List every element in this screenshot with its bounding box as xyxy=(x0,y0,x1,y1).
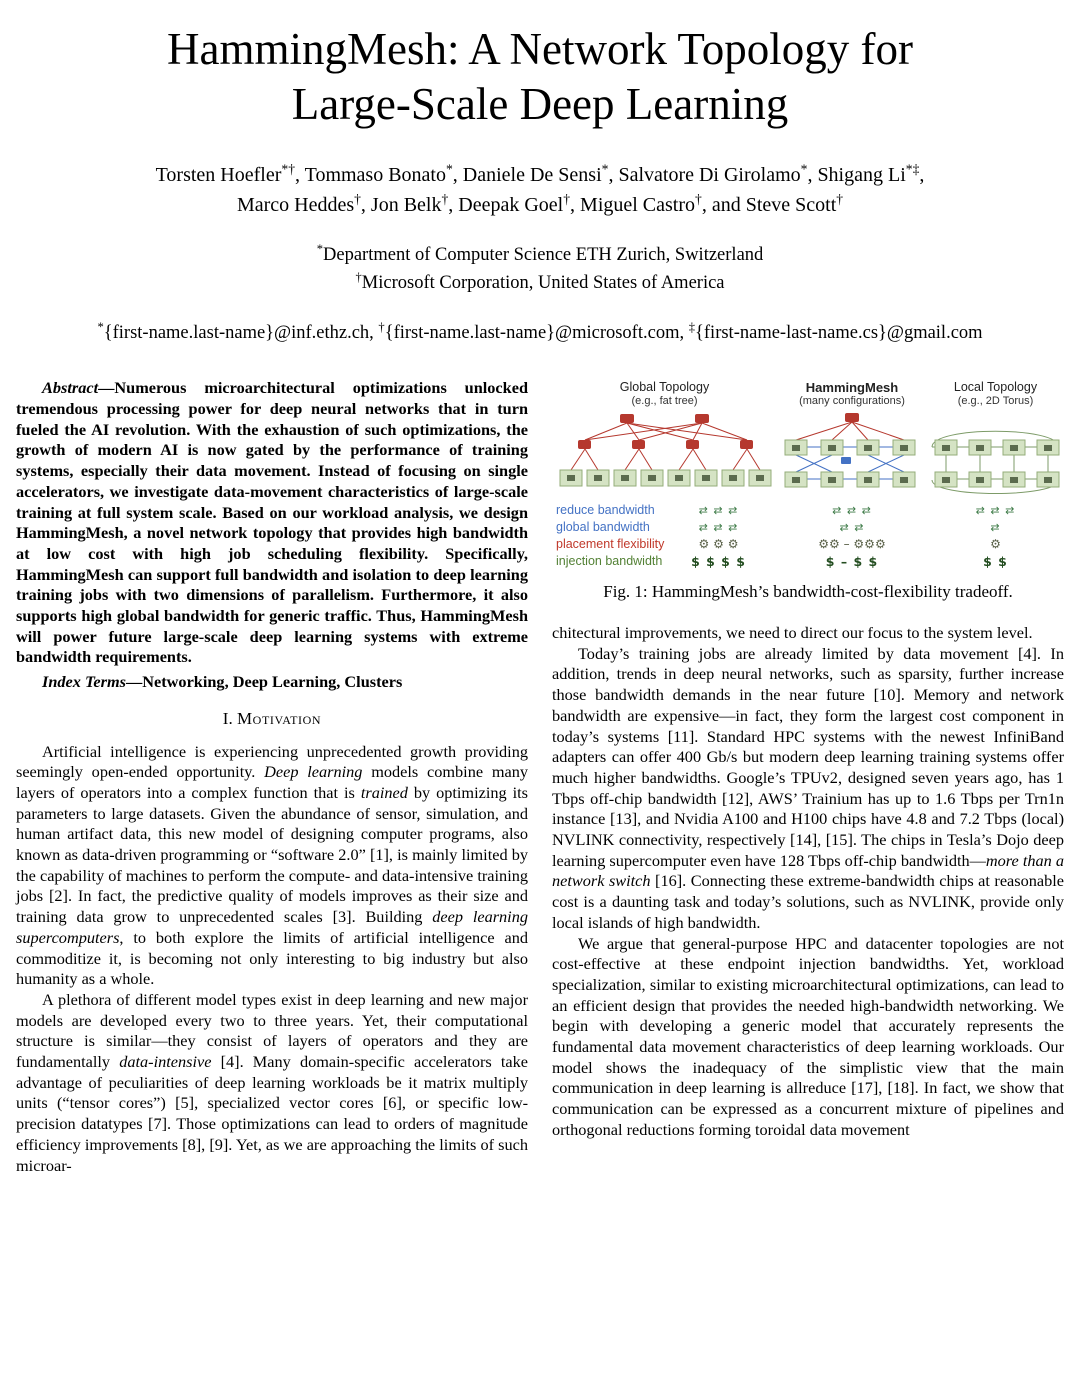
author-emails: *{first-name.last-name}@inf.ethz.ch, †{first-name.last-name}@microsoft.com, ‡{first-name-last-name.cs}@gmail.com xyxy=(97,320,983,344)
global-bandwidth-icons: ⇄ ⇄ ⇄ xyxy=(698,521,739,535)
cost-dollar-icons: $ $ xyxy=(983,554,1008,570)
switch-icon xyxy=(841,457,851,464)
accelerator-node xyxy=(560,470,771,486)
panel-subtitle: (e.g., 2D Torus) xyxy=(957,395,1034,408)
figure-1 xyxy=(552,380,1064,603)
paper-title-line2: Large-Scale Deep Learning xyxy=(291,78,789,129)
affiliations xyxy=(16,242,1064,298)
panel-title: HammingMesh xyxy=(805,380,899,396)
panel-subtitle: (e.g., fat tree) xyxy=(631,395,698,408)
paragraph: We argue that general-purpose HPC and datacenter topologies are not cost-effective at these endpoint injection bandwidths. Yet, workload specialization, similar to existing microarchitectural optimizations, can lead to an efficient design that provides the needed high-bandwidth networking. We begin with developing a generic model that accurately represents the fundamental data movement characteristics of deep learning workloads. Our model shows the inadequacy of the simplistic view that the main communication in deep learning is allreduce [17], [18]. In fact, we show that communication can be expressed as a concurrent mixture of pipelines and orthogonal reductions forming toroidal data movement xyxy=(552,933,1064,1139)
router-icon xyxy=(578,414,753,449)
paper-title xyxy=(16,22,1064,132)
paragraph: Artificial intelligence is experiencing unprecedented growth providing seemingly open-ended opportunity. Deep learning models combine many layers of operators into a complex function that is trained by optimizing its parameters to large datasets. Given the abundance of sensor, simulation, and human artifact data, this new model of designing computer programs, also known as data-driven programming or “software 2.0” [1], is mainly limited by the capability of machines to perform the compute- and data-intensive training jobs [2]. In fact, the predictive quality of models improves as their size and training data grow to unprecedented scales [3]. Building deep learning supercomputers, to both explore the limits of artificial intelligence and commoditize it, is becoming not only interesting to big industry but also humanity as a whole. xyxy=(16,741,529,989)
abstract: Abstract—Numerous microarchitectural optimizations unlocked tremendous processing power for deep neural networks that in turn fueled the AI revolution. With the exhaustion of such optimizations, the growth of modern AI is now gated by the performance of training systems, especially their data movement. Instead of focusing on single accelerators, we investigate data-movement characteristics of large-scale training at full system scale. Based on our workload analysis, we design HammingMesh, a novel network topology that provides high bandwidth at low cost with high job scheduling flexibility. Specifically, HammingMesh can support full bandwidth and isolation to deep learning training jobs with two dimensions of parallelism. Furthermore, it also supports high global bandwidth for generic traffic. Thus, HammingMesh will power future large-scale deep learning systems with extreme bandwidth requirements. xyxy=(16,378,528,667)
gear-icon: ⚙ xyxy=(990,537,1001,552)
author-line-2: Marco Heddes†, Jon Belk†, Deepak Goel†, Miguel Castro†, and Steve Scott† xyxy=(236,191,844,216)
gear-icon: ⚙ ⚙ ⚙ xyxy=(698,537,739,552)
hammingmesh-red-links xyxy=(796,422,904,440)
global-bandwidth-icons: ⇄ ⇄ xyxy=(839,521,865,535)
panel-title: Local Topology xyxy=(953,380,1038,395)
index-terms: Index Terms—Networking, Deep Learning, Clusters xyxy=(42,672,403,692)
reduce-bandwidth-icons: ⇄ ⇄ ⇄ xyxy=(698,504,739,518)
panel-subtitle: (many configurations) xyxy=(799,395,905,408)
figure-caption: Fig. 1: HammingMesh’s bandwidth-cost-flexibility tradeoff. xyxy=(603,582,1013,602)
hammingmesh-diagram xyxy=(777,410,927,500)
panel-global-topology xyxy=(552,380,777,500)
figure-panels xyxy=(552,380,1064,500)
paper-title-line1: HammingMesh: A Network Topology for xyxy=(167,24,913,74)
cost-dollar-icons: $ $ $ $ xyxy=(691,554,746,570)
reduce-bandwidth-icons: ⇄ ⇄ ⇄ xyxy=(975,504,1016,518)
cost-dollar-icons: $ – $ $ xyxy=(825,554,879,570)
panel-local-topology xyxy=(927,380,1064,500)
torus-diagram xyxy=(927,410,1064,500)
left-column xyxy=(16,378,528,1176)
legend-injection-bandwidth: injection bandwidth xyxy=(556,554,663,569)
section-heading-motivation: I. Motivation xyxy=(222,708,322,728)
affiliation-microsoft: †Microsoft Corporation, United States of America xyxy=(355,269,725,293)
panel-hammingmesh xyxy=(777,380,927,500)
legend-global-bandwidth: global bandwidth xyxy=(556,520,650,535)
paragraph: Today’s training jobs are already limited by data movement [4]. In addition, trends in deep neural networks, such as sparsity, further increase those bandwidth demands in the near future [10]. Memory and network bandwidth are expensive—in fact, they form the largest cost component in today’s systems [11]. Standard HPC systems with the newest InfiniBand adapters can offer 400 Gb/s but modern deep learning training systems offer much higher bandwidths. Google’s TPUv2, designed seven years ago, has 1 Tbps off-chip bandwidth [12], AWS’ Trainium has up to 1.6 Tbps per Trn1n instance [13], and Nvidia A100 and H100 chips have 4.8 and 7.2 Tbps (local) NVLINK connectivity, respectively [14], [15]. The chips in Tesla’s Dojo deep learning supercomputer even have 128 Tbps off-chip bandwidth—more than a network switch [16]. Connecting these extreme-bandwidth chips at reasonable cost is a daunting task and today’s solutions, such as NVLINK, provide only local islands of high bandwidth. xyxy=(552,643,1065,932)
affiliation-eth: *Department of Computer Science ETH Zurich, Switzerland xyxy=(316,241,764,265)
legend-placement-flexibility: placement flexibility xyxy=(556,537,665,552)
figure-legend xyxy=(552,502,1064,570)
panel-title: Global Topology xyxy=(619,380,710,395)
paragraph: A plethora of different model types exist in deep learning and new major models are developed every two to three years. Yet, their computational structure is similar—they consist of layers of operators and they are fundamentally data-intensive [4]. Many domain-specific accelerators take advantage of peculiarities of deep learning workloads be it matrix multiply units (“tensor cores”) [5], specialized vector cores [6], or specific low-precision datatypes [7]. Those optimizations can lead to orders of magnitude efficiency improvements [8], [9]. Yet, as we are approaching the limits of such microar- xyxy=(16,989,528,1175)
legend-reduce-bandwidth: reduce bandwidth xyxy=(556,503,655,518)
router-icon xyxy=(845,413,859,422)
author-line-1: Torsten Hoefler*†, Tommaso Bonato*, Daniele De Sensi*, Salvatore Di Girolamo*, Shigang Li*‡, xyxy=(155,161,925,186)
gear-icon: ⚙⚙ – ⚙⚙⚙ xyxy=(818,537,886,552)
fat-tree-links xyxy=(571,423,760,470)
paragraph: chitectural improvements, we need to direct our focus to the system level. xyxy=(552,622,1033,642)
author-list xyxy=(16,160,1064,220)
fat-tree-diagram xyxy=(552,410,777,500)
two-column-body xyxy=(16,378,1064,1176)
right-column xyxy=(552,378,1064,1176)
global-bandwidth-icons: ⇄ xyxy=(990,521,1001,535)
reduce-bandwidth-icons: ⇄ ⇄ ⇄ xyxy=(832,504,872,518)
